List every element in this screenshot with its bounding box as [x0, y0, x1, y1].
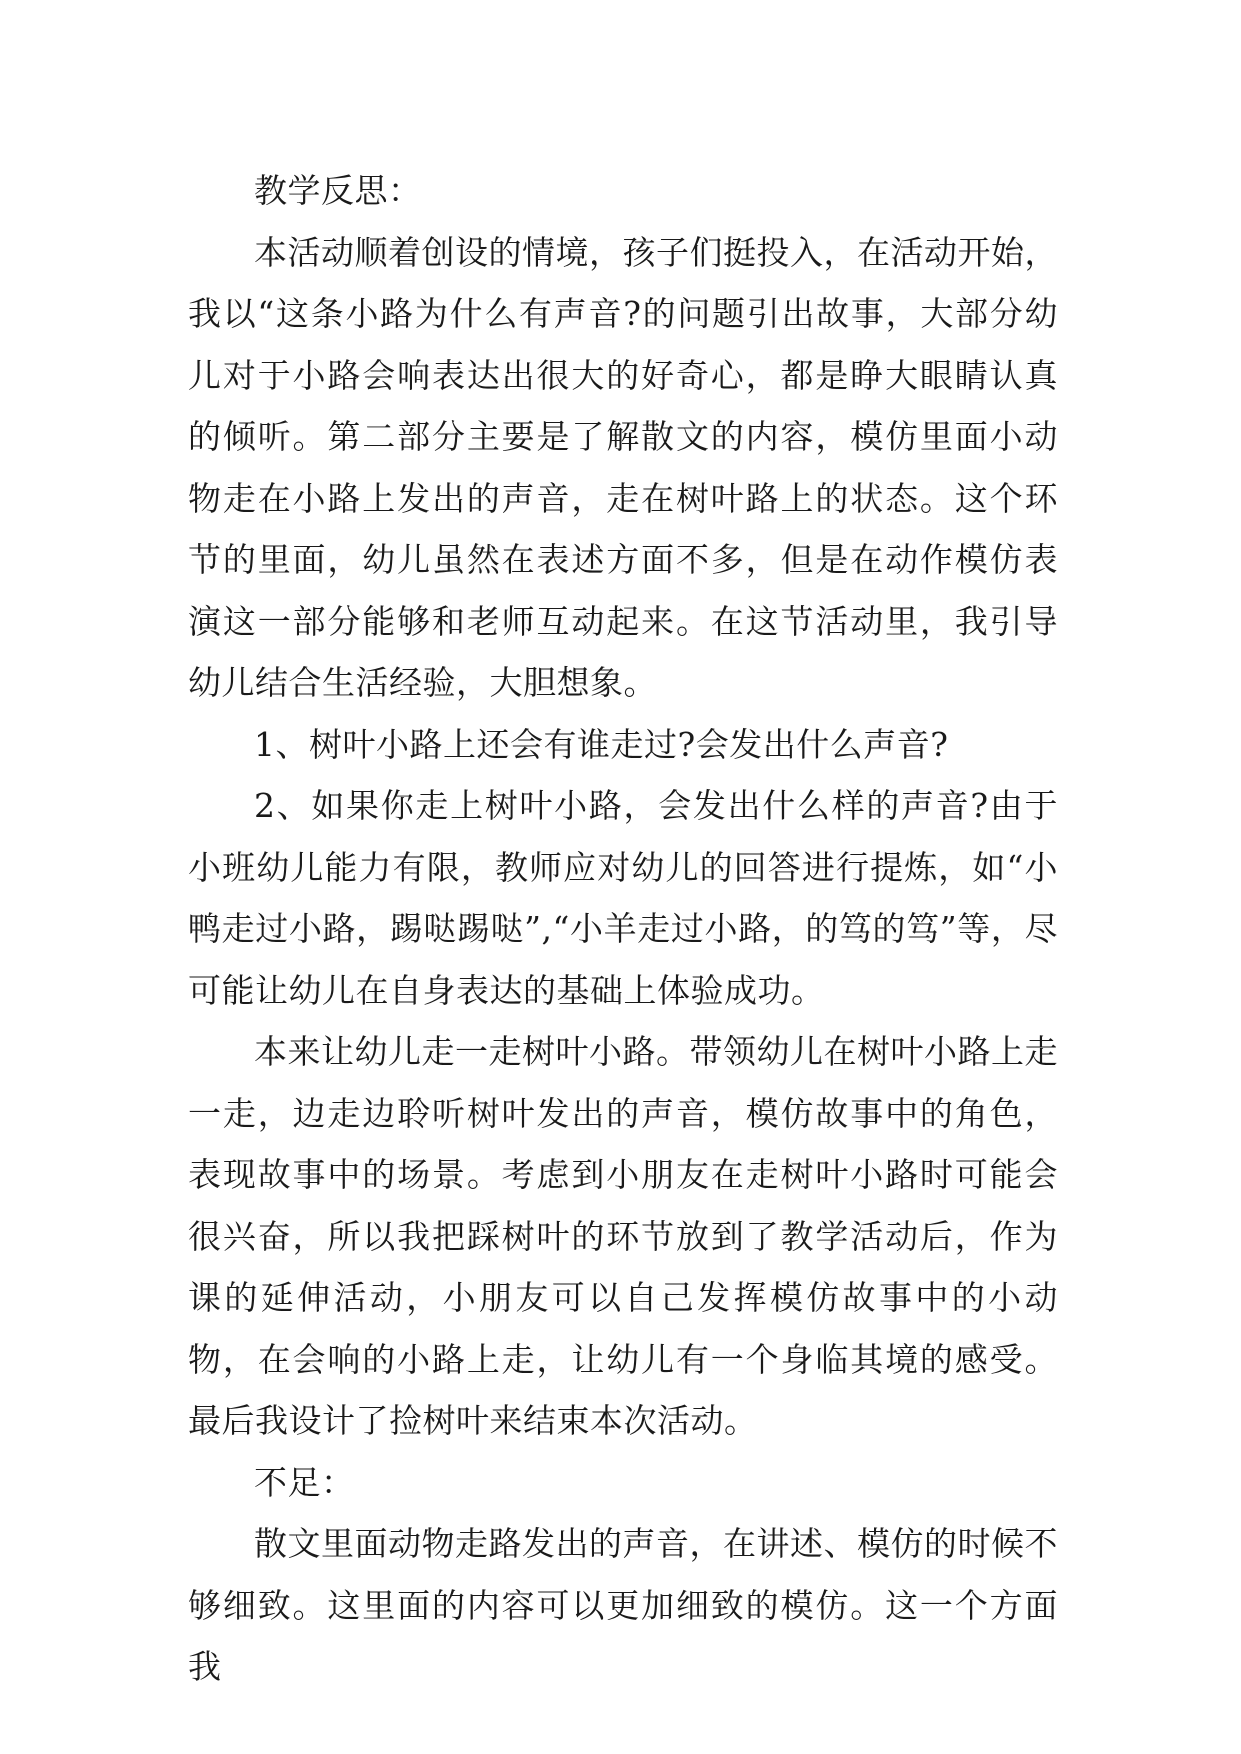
paragraph-leaf-path-walk: 本来让幼儿走一走树叶小路。带领幼儿在树叶小路上走一走，边走边聆听树叶发出的声音，模仿故事中的角色，表现故事中的场景。考虑到小朋友在走树叶小路时可能会很兴奋，所以我把踩树叶的环节放到了教学活动后，作为课的延伸活动，小朋友可以自己发挥模仿故事中的小动物，在会响的小路上走，让幼儿有一个身临其境的感受。最后我设计了捡树叶来结束本次活动。: [188, 1032, 1058, 1440]
section-heading-reflection: 教学反思：: [254, 171, 422, 210]
document-body: [188, 160, 1058, 1698]
section-heading-shortcomings: 不足：: [254, 1462, 355, 1502]
list-item-question-2: 2、如果你走上树叶小路，会发出什么样的声音?由于小班幼儿能力有限，教师应对幼儿的回答进行提炼，如“小鸭走过小路，踢哒踢哒”,“小羊走过小路，的笃的笃”等，尽可能让幼儿在自身表达的基础上体验成功。: [188, 786, 1058, 1010]
paragraph-shortcomings: 散文里面动物走路发出的声音，在讲述、模仿的时候不够细致。这里面的内容可以更加细致的模仿。这一个方面我: [188, 1524, 1058, 1686]
paragraph-activity-overview: 本活动顺着创设的情境，孩子们挺投入，在活动开始，我以“这条小路为什么有声音?的问题引出故事，大部分幼儿对于小路会响表达出很大的好奇心，都是睁大眼睛认真的倾听。第二部分主要是了解散文的内容，模仿里面小动物走在小路上发出的声音，走在树叶路上的状态。这个环节的里面，幼儿虽然在表述方面不多，但是在动作模仿表演这一部分能够和老师互动起来。在这节活动里，我引导幼儿结合生活经验，大胆想象。: [188, 232, 1058, 702]
list-item-question-1: 1、树叶小路上还会有谁走过?会发出什么声音?: [254, 724, 949, 764]
